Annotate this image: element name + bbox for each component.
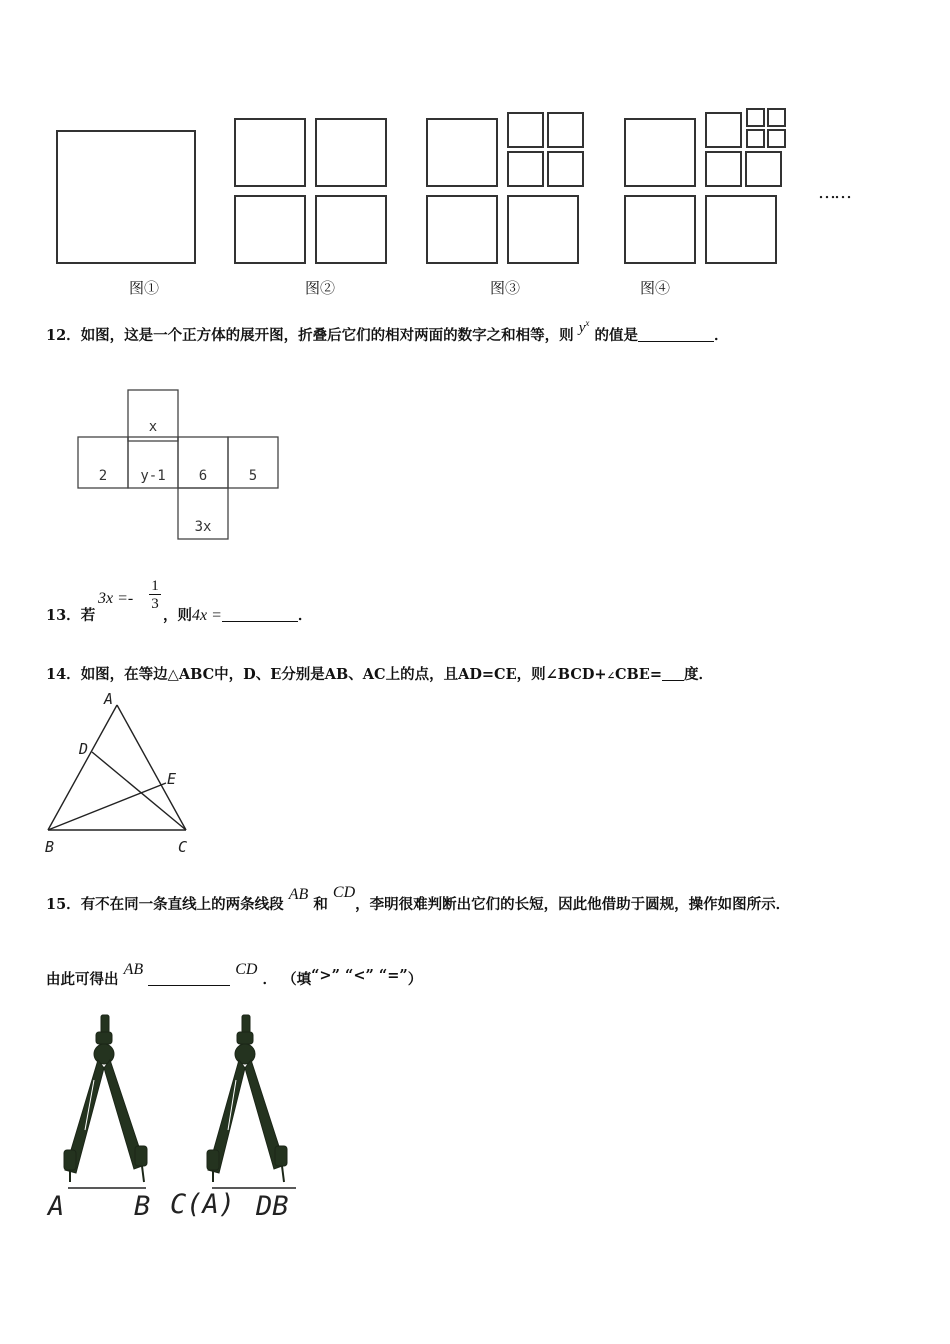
q15-line2-dot: ． (262, 971, 278, 988)
segment-CD (92, 752, 186, 830)
square-fig2-b (316, 119, 386, 186)
q15-fill-hint-open: （填 (282, 971, 312, 988)
q15-line2-prefix: 由此可得出 (46, 971, 119, 988)
triangle-figure (40, 688, 210, 858)
square-fig4-b2b (768, 109, 785, 126)
q13-then: ，则4x = ． (163, 607, 313, 624)
side-AC (117, 705, 186, 830)
question-13 (46, 604, 95, 625)
q15-text1: 有不在同一条直线上的两条线段 (80, 896, 284, 913)
compass-right (207, 1015, 287, 1182)
square-fig4-b2a (747, 109, 764, 126)
net-label-2: y-1 (140, 468, 166, 484)
compass-label-B: B (134, 1191, 151, 1220)
square-fig1 (57, 131, 195, 263)
square-fig4-b1 (706, 113, 741, 147)
point-E-label: E (167, 770, 177, 788)
square-fig4-d (706, 196, 776, 263)
square-fig4-b2c (747, 130, 764, 147)
cube-net (70, 385, 290, 545)
q15-text2: ，李明很难判断出它们的长短，因此他借助于圆规，操作如图所示． (355, 896, 791, 913)
square-fig3-a (427, 119, 497, 186)
q13-fraction-denominator: 3 (151, 596, 159, 612)
square-fig3-b4 (548, 152, 583, 186)
q14-answer-blank[interactable] (662, 666, 684, 681)
figure-label-4: 图④ (640, 279, 671, 297)
point-C-label: C (178, 838, 188, 856)
question-15-line2 (46, 961, 423, 989)
q15-option-gt: “>” (311, 967, 340, 984)
q12-end: ． (713, 327, 729, 344)
q15-seg2: CD (332, 884, 356, 901)
q15-and: 和 (313, 896, 328, 913)
q13-fraction (149, 578, 161, 613)
q12-number: 12． (46, 327, 81, 344)
ellipsis: …… (818, 182, 850, 203)
question-12 (46, 318, 729, 345)
compass-label-CA: C(A) (170, 1189, 236, 1220)
squares-figure-row (0, 100, 950, 270)
square-fig2-d (316, 196, 386, 263)
q14-end: 度． (683, 666, 713, 683)
q14-small-angle: ∠ (606, 671, 615, 682)
net-label-top: x (148, 419, 158, 435)
q13-number: 13． (46, 607, 81, 624)
point-D-label: D (79, 740, 89, 758)
point-A-label: A (104, 690, 114, 708)
q13-end: ． (297, 607, 313, 624)
q12-answer-blank[interactable] (638, 327, 714, 342)
q13-word-if: 若 (80, 607, 96, 624)
compass-left (64, 1015, 147, 1182)
segment-BE (48, 783, 166, 830)
square-fig3-b3 (508, 152, 543, 186)
square-fig3-b2 (548, 113, 583, 147)
q14-text2: CBE= (614, 666, 662, 683)
q14-text: 如图，在等边△ABC中，D、E分别是AB、AC上的点，且AD=CE，则∠BCD+ (80, 666, 607, 683)
side-AB (48, 705, 117, 830)
square-fig3-b1 (508, 113, 543, 147)
q12-power-expr: $y^x$ (578, 318, 590, 336)
q15-answer-blank[interactable] (148, 971, 230, 986)
square-fig3-c (427, 196, 497, 263)
net-label-3: 6 (198, 468, 208, 484)
q14-number: 14． (46, 666, 81, 683)
square-fig4-c (625, 196, 695, 263)
point-B-label: B (45, 838, 55, 856)
compass-label-A: A (48, 1191, 65, 1220)
q13-fraction-numerator: 1 (151, 578, 159, 594)
q13-equation-left: 3x =- (98, 590, 134, 607)
q12-text-after: 的值是 (594, 327, 638, 344)
figure-label-3: 图③ (490, 279, 521, 297)
figure-label-1: 图① (129, 279, 160, 297)
square-fig4-a (625, 119, 695, 186)
net-label-bottom: 3x (194, 519, 212, 535)
q15-option-eq: “=” (378, 967, 408, 984)
square-fig4-b4 (746, 152, 781, 186)
q15-seg1: AB (288, 886, 309, 903)
square-fig4-b3 (706, 152, 741, 186)
square-fig2-c (235, 196, 305, 263)
square-fig3-d (508, 196, 578, 263)
question-15-line1 (46, 884, 791, 914)
net-label-1: 2 (98, 468, 108, 484)
q15-line2-seg1: AB (123, 961, 144, 978)
figure-label-2: 图② (305, 279, 336, 297)
q15-line2-seg2: CD (235, 961, 258, 978)
q13-answer-blank[interactable] (222, 607, 298, 622)
q15-fill-hint-close: ） (407, 971, 423, 988)
question-14 (46, 663, 713, 684)
compass-figure (40, 1010, 330, 1220)
compass-label-DB: DB (256, 1191, 289, 1220)
q15-number: 15． (46, 896, 81, 913)
net-label-4: 5 (248, 468, 258, 484)
q13-expr: 4x = (192, 607, 222, 624)
q15-option-lt: “<” (345, 967, 374, 984)
square-fig2-a (235, 119, 305, 186)
q12-text: 如图，这是一个正方体的展开图，折叠后它们的相对两面的数字之和相等，则 (80, 327, 574, 344)
square-fig4-b2d (768, 130, 785, 147)
